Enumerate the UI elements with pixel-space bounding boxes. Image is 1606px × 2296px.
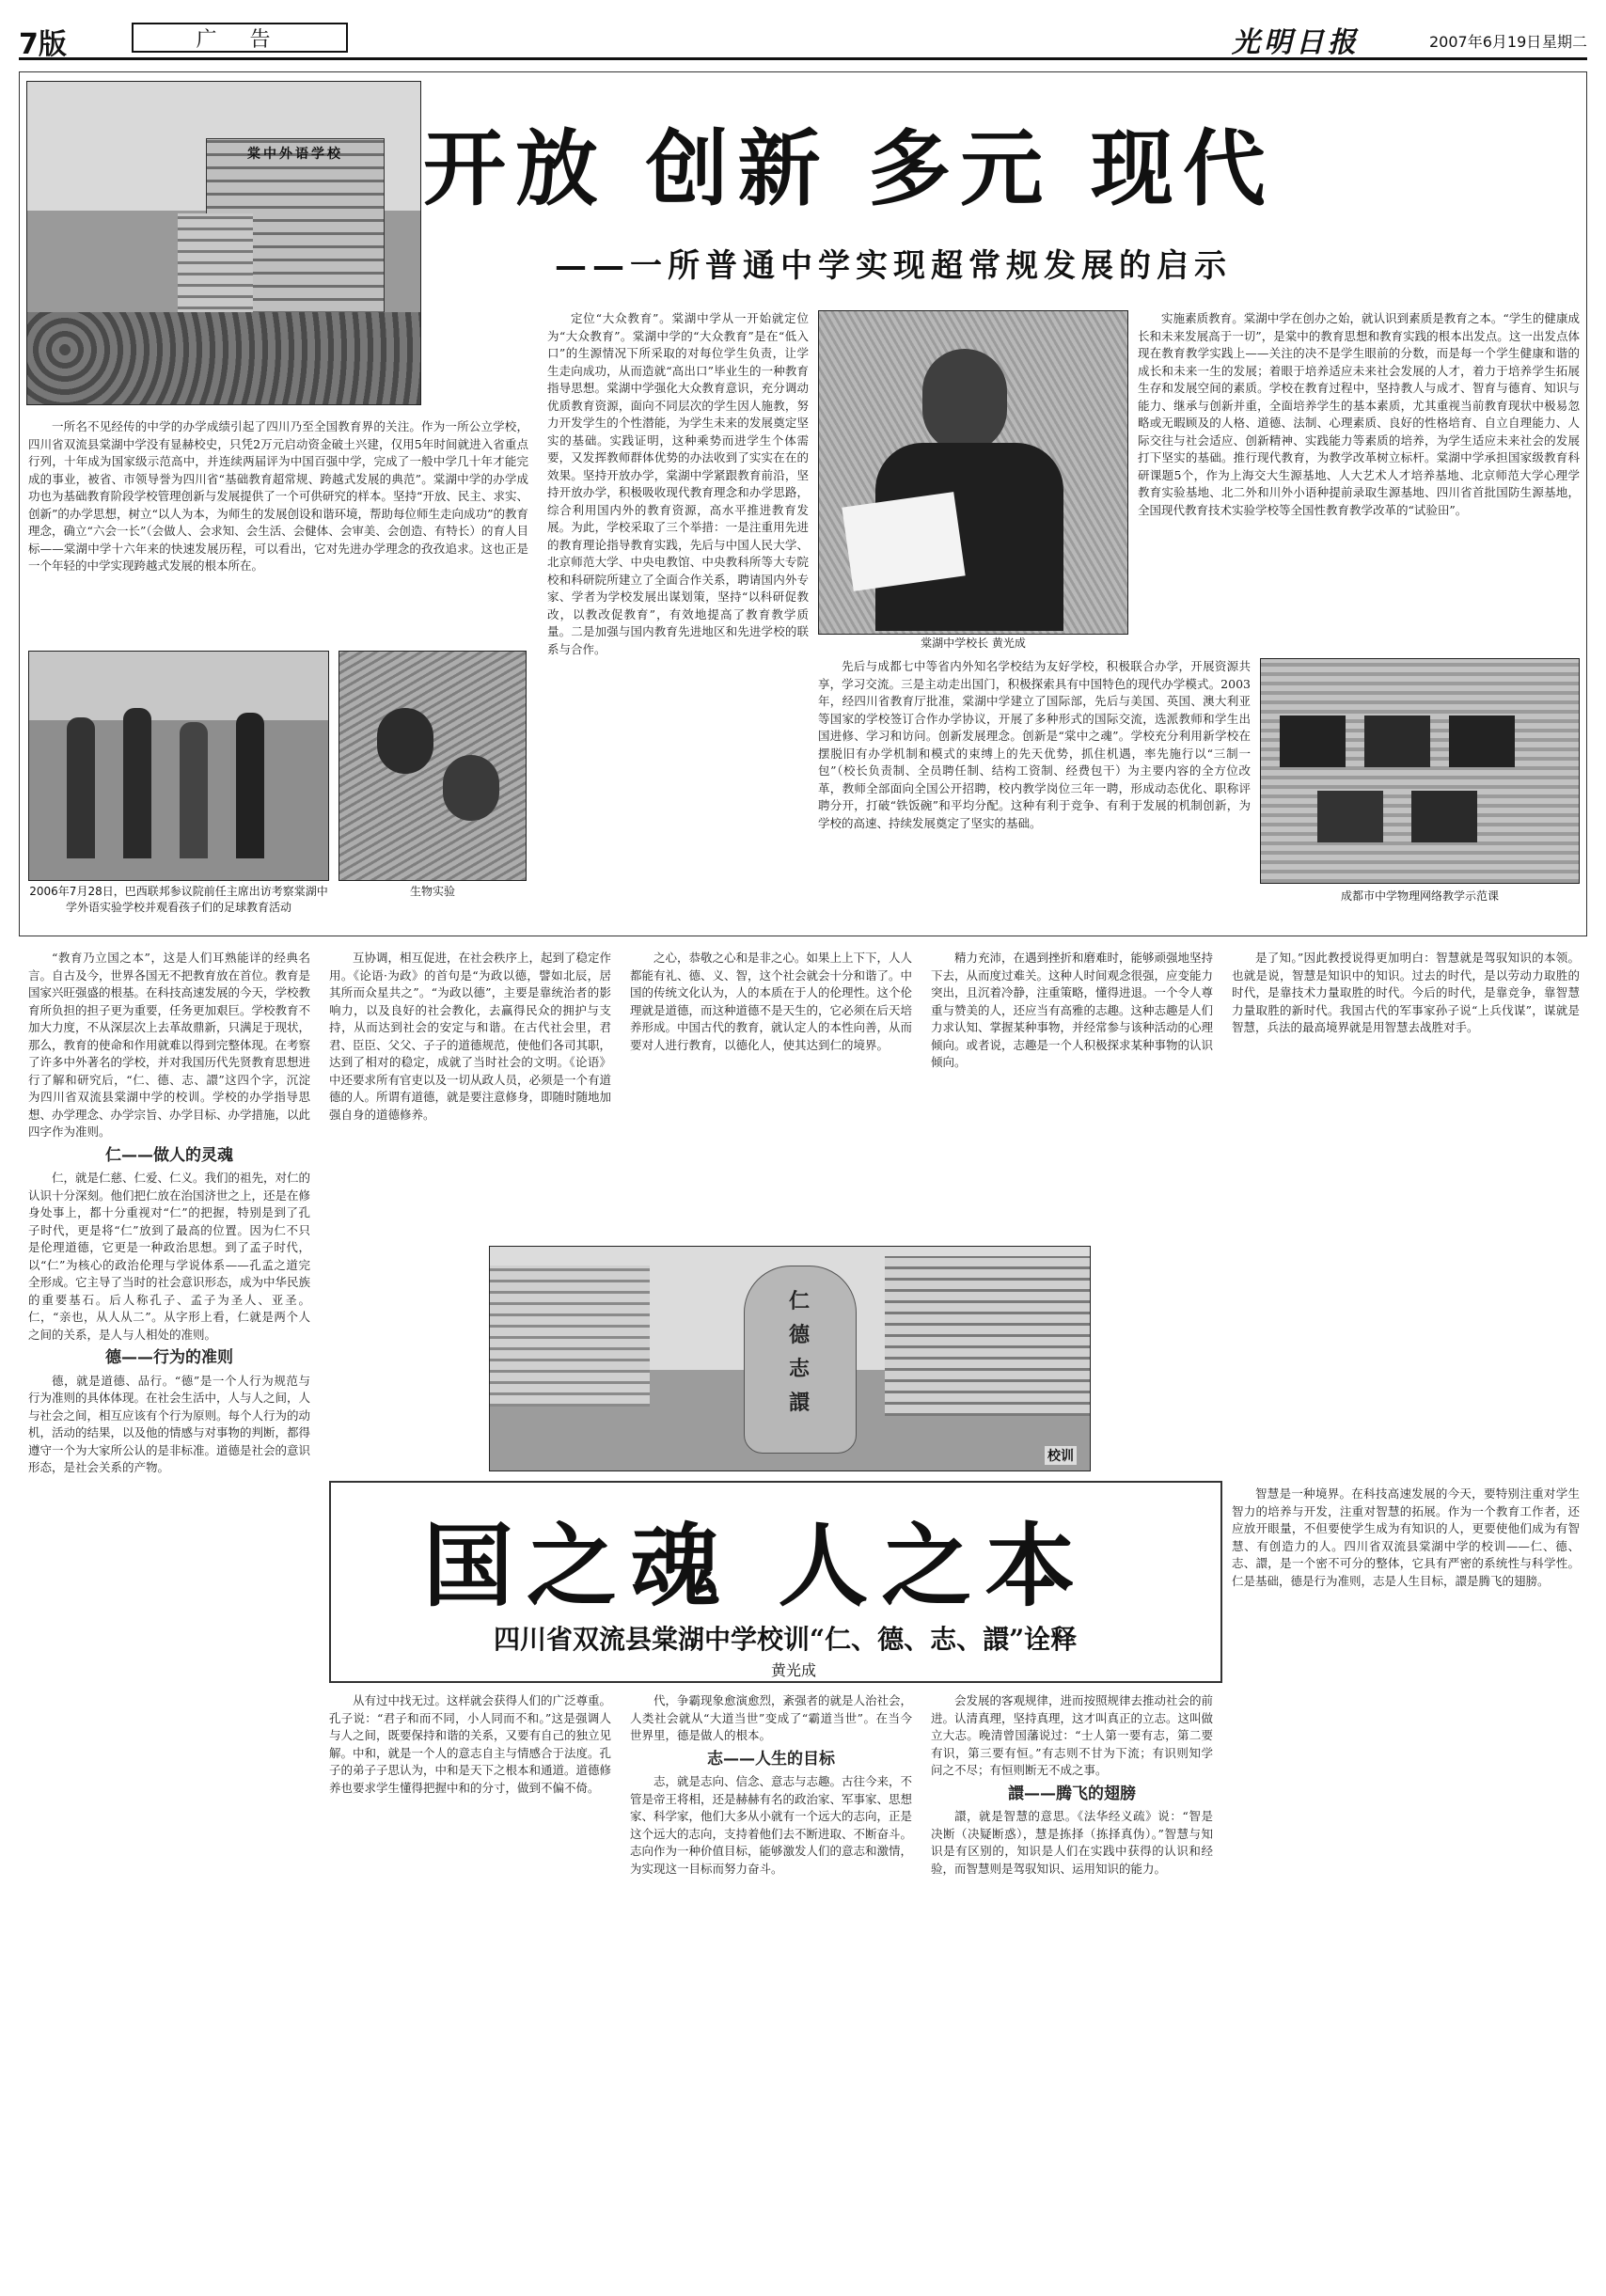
article2-column-g [630, 1692, 912, 2275]
section-label: 广 告 [132, 23, 348, 53]
section-heading-xuan: 譞——腾飞的翅膀 [1008, 1784, 1136, 1803]
issue-date: 2007年6月19日 [1429, 33, 1542, 51]
article1-column-3 [818, 658, 1251, 921]
article2-column-f [329, 1692, 611, 2275]
computer-classroom-photo-caption: 成都市中学物理网络教学示范课 [1340, 889, 1499, 903]
computer-classroom-photo [1260, 658, 1580, 884]
visitors-photo-caption: 2006年7月28日，巴西联邦参议院前任主席出访考察棠湖中学外语实验学校并观看孩子们的足球教育活动 [29, 885, 328, 914]
article2-colD-text: 精力充沛，在遇到挫折和磨难时，能够顽强地坚持下去，从而度过难关。这种人时间观念很强，应变能力突出，且沉着冷静，注重策略，懂得进退。一个令人尊重与赞美的人，还应当有高雅的志趣。这种志趣是人们力求认知、掌握某种事物，并经常参与该种活动的心理倾向。或者说，志趣是一个人积极探求某种事物的认识倾向。 [931, 951, 1213, 1069]
newspaper-name: 光明日报 [1232, 26, 1360, 59]
article1-intro-text: 一所名不见经传的中学的办学成绩引起了四川乃至全国教育界的关注。作为一所公立学校，四川省双流县棠湖中学没有显赫校史，只凭2万元启动资金破土兴建，仅用5年时间就进入省重点行列，十年成为国家级示范高中，并连续两届评为中国百强中学，完成了一般中学几十年才能完成的事业，被省、市领导誉为四川省“基础教育超常规、跨越式发展的典范”。棠湖中学的办学成功也为基础教育阶段学校管理创新与发展提供了一个可供研究的样本。坚持“开放、民主、求实、创新”的办学思想，树立“以人为本，为师生的发展创设和谐环境，帮助每位师生走向成功”的教育理念，确立“六会一长”（会做人、会求知、会生活、会健体、会审美、会创造、有特长）的育人目标——棠湖中学十六年来的快速发展历程，可以看出，它对先进办学理念的孜孜追求。这也正是一个年轻的中学实现跨越式发展的根本所在。 [28, 419, 528, 573]
article1-col4-text: 实施素质教育。棠湖中学在创办之始，就认识到素质是教育之本。“学生的健康成长和未来发展高于一切”，是棠中的教育思想和教育实践的根本出发点。这一出发点体现在教育教学实践上——关注的决不是学生眼前的分数，而是每一个学生健康和谐的成长和未来一生的发展；着眼于培养适应未来社会发展的人才，着力于培养学生拓展生存和发展空间的素质。学校在教育过程中，坚持教人与成才、智育与德育、知识与能力、继承与创新并重，全面培养学生的基本素质，尤其重视当前教育现状中极易忽略或无暇顾及的人格、道德、法制、心理素质、良好的性格培育、自立自理能力、人际交往与社会适应、创新精神、实践能力等素质的培养，为学生适应未来社会的发展打下坚实的基础。推行现代教育，为教学改革树立标杆。棠湖中学承担国家级教育科研课题5个，作为上海交大生源基地、人大艺术人才培养基地、北京师范大学心理学教育实验基地、北二外和川外小语种提前录取生源基地、四川省首批国防生源基地，全国现代教育技术实验学校等全国性教育教学改革的“试验田”。 [1138, 311, 1580, 517]
article2-colH2-text: 譞，就是智慧的意思。《法华经义疏》说：“智是决断（决疑断惑），慧是拣择（拣择真伪）。”智慧与知识是有区别的，知识是人们在实践中获得的认识和经验，而智慧则是驾驭知识、运用知识的能力。 [931, 1809, 1213, 1876]
article2-colA3-text: 德，就是道德、品行。“德”是一个人行为规范与行为准则的具体体现。在社会生活中，人与人之间，人与社会之间，相互应该有个行为原则。每个人行为的动机，活动的结果，以及他的情感与对事物的判断，都得遵守一个为大家所公认的是非标准。道德是社会的意识形态，是社会关系的产物。 [28, 1373, 310, 1474]
principal-photo-caption: 棠湖中学校长 黄光成 [921, 637, 1026, 650]
school-motto-stone-photo [489, 1246, 1091, 1471]
article2-byline: 黄光成 [771, 1661, 817, 1679]
section-heading-ren: 仁——做人的灵魂 [105, 1145, 233, 1165]
article2-column-b [329, 950, 611, 1232]
section-heading-de: 德——行为的准则 [105, 1348, 233, 1367]
edition-number: 7版 [19, 28, 67, 61]
article2-subheadline: 四川省双流县棠湖中学校训“仁、德、志、譞”诠释 [494, 1624, 1078, 1655]
article2-colE-text: 是了知。”因此教授说得更加明白：智慧就是驾驭知识的本领。也就是说，智慧是知识中的知识。过去的时代，是以劳动力取胜的时代，是靠技术力量取胜的时代。今后的时代，是靠竞争，靠智慧力量取胜的新时代。我国古代的军事家孙子说“上兵伐谋”，谋就是智慧，兵法的最高境界就是用智慧去战胜对手。 [1232, 951, 1580, 1034]
article2-colC-text: 之心，恭敬之心和是非之心。如果上上下下，人人都能有礼、德、义、智，这个社会就会十分和谐了。中国的传统文化认为，人的本质在于人的伦理性。这个伦理就是道德，而这种道德不是天生的，它必须在后天培养形成。中国古代的教育，就认定人的本性向善，从而要对人进行教育，以德化人，使其达到仁的境界。 [630, 951, 912, 1052]
article1-column-4 [1138, 310, 1580, 649]
section-heading-zhi: 志——人生的目标 [707, 1749, 835, 1769]
building-sign: 棠中外语学校 [247, 147, 343, 162]
article2-column-e [1232, 950, 1580, 1476]
principal-photo [818, 310, 1128, 635]
biology-lab-photo-caption: 生物实验 [409, 885, 455, 898]
article2-column-h [931, 1692, 1213, 2275]
article2-colG-text: 代，争霸现象愈演愈烈，紊强者的就是人治社会，人类社会就从“大道当世”变成了“霸道当世”。在当今世界里，德是做人的根本。 [630, 1693, 912, 1742]
article1-subheadline: ——一所普通中学实现超常规发展的启示 [555, 247, 1232, 285]
article2-colA2-text: 仁，就是仁慈、仁爱、仁义。我们的祖先，对仁的认识十分深刻。他们把仁放在治国济世之上，还是在修身处事上，都十分重视对“仁”的把握，特别是到了孔子时代，更是将“仁”放到了最高的位置。因为仁不只是伦理道德，它更是一种政治思想。到了孟子时代，以“仁”为核心的政治伦理与学说体系——孔孟之道完全形成。它主导了当时的社会意识形态，成为中华民族的重要基石。后人称孔子、孟子为圣人、亚圣。仁，“亲也，从人从二”。从字形上看，仁就是两个人之间的关系，是人与人相处的准则。 [28, 1171, 310, 1342]
article1-column-2 [547, 310, 809, 921]
article2-colF-text: 从有过中找无过。这样就会获得人们的广泛尊重。孔子说：“君子和而不同，小人同而不和。”这是强调人与人之间，既要保持和谐的关系，又要有自己的独立见解。中和，就是一个人的意志自主与情感合于法度。孔子的弟子子思认为，中和是天下之根本和通道。道德修养也要求学生懂得把握中和的分寸，做到不偏不倚。 [329, 1693, 611, 1795]
article1-col2-text: 定位“大众教育”。棠湖中学从一开始就定位为“大众教育”。棠湖中学的“大众教育”是在“低入口”的生源情况下所采取的对每位学生负责，让学生走向成功，从而造就“高出口”毕业生的一种教育指导思想。棠湖中学强化大众教育意识，充分调动优质教育资源，面向不同层次的学生因人施教，努力开发学生的个性潜能，为学生未来的发展奠定坚实的基础。实践证明，这种乘势而进学生个体需要，又发挥教师群体优势的办法收到了实实在在的效果。坚持开放办学，棠湖中学紧跟教育前沿，坚持开放办学，积极吸收现代教育理念和办学思路，综合利用国内外的教育资源，高水平推进教育发展。为此，学校采取了三个举措：一是注重用先进的教育理论指导教育实践，先后与中国人民大学、北京师范大学、中央电教馆、中央教科所等大专院校和科研院所建立了全面合作关系，聘请国内外专家、学者为学校发展出谋划策，坚持“以科研促教改，以教改促教育”，有效地提高了教育教学质量。二是加强与国内教育先进地区和先进学校的联系与合作。 [547, 311, 809, 656]
article2-column-a [28, 950, 310, 2275]
biology-lab-photo [339, 651, 527, 881]
article2-colB-text: 互协调，相互促进，在社会秩序上，起到了稳定作用。《论语·为政》的首句是“为政以德，譬如北辰，居其所而众星共之”。“为政以德”，主要是靠统治者的影响力，以及良好的社会教化，去赢得民众的拥护与支持，从而达到社会的安定与和谐。在古代社会里，君君、臣臣、父父、子子的道德规范，使他们各司其职，达到了相对的稳定，成就了当时社会的文明。《论语》中还要求所有官吏以及一切从政人员，必须是一个有道德的人。所谓有道德，就是要注意修身，即随时随地加强自身的道德修养。 [329, 951, 611, 1122]
issue-weekday: 星期二 [1542, 33, 1588, 51]
masthead [19, 17, 1587, 60]
article1-intro [28, 418, 528, 625]
motto-photo-label: 校训 [1045, 1446, 1077, 1465]
article1-headline: 开放 创新 多元 现代 [423, 120, 1275, 217]
article2-column-c [630, 950, 912, 1232]
motto-stone-text: 仁德志譞 [789, 1289, 811, 1415]
article1-col3-text: 先后与成都七中等省内外知名学校结为友好学校，积极联合办学，开展资源共享，学习交流。三是主动走出国门，积极探索具有中国特色的现代办学模式。2003年，经四川省教育厅批准，棠湖中学建立了国际部，先后与美国、英国、澳大利亚等国家的学校签订合作办学协议，开展了多种形式的国际交流，选派教师和学生出国进修、学习和访问。创新发展理念。创新是“棠中之魂”。学校充分利用新学校在摆脱旧有办学机制和模式的束缚上的先天优势，抓住机遇，率先施行以“三制一包”（校长负责制、全员聘任制、结构工资制、经费包干）为主要内容的全方位改革，教师全部面向全国公开招聘，校内教学岗位三年一聘，形成动态优化、职称评聘分开，打破“铁饭碗”和平均分配。这种有利于竞争、有利于发展的机制创新，为学校的高速、持续发展奠定了坚实的基础。 [818, 659, 1251, 830]
article2-colH-text: 会发展的客观规律，进而按照规律去推动社会的前进。认清真理，坚持真理，这才叫真正的立志。这叫做立大志。晚清曾国藩说过：“士人第一要有志，第二要有识，第三要有恒。”有志则不甘为下流；有识则知学问之不尽；有恒则断无不成之事。 [931, 1693, 1213, 1777]
article2-colG2-text: 志，就是志向、信念、意志与志趣。古往今来，不管是帝王将相，还是赫赫有名的政治家、军事家、思想家、科学家，他们大多从小就有一个远大的志向，正是这个远大的志向，支持着他们去不断进取、不断奋斗。志向作为一种价值目标，能够激发人们的意志和激情，为实现这一目标而努力奋斗。 [630, 1774, 912, 1876]
school-building-photo [26, 81, 421, 405]
article2-colA-text: “教育乃立国之本”，这是人们耳熟能详的经典名言。自古及今，世界各国无不把教育放在首位。教育是国家兴旺强盛的根基。在科技高速发展的今天，学校教育所负担的担子更为重要，任务更加艰巨。学校教育不加大力度，不从深层次上去革故鼎新，只满足于现状，那么，教育的使命和作用就难以得到完整体现。在考察了许多中外著名的学校，并对我国历代先贤教育思想进行了解和研究后，“仁、德、志、譞”这四个字，沉淀为四川省双流县棠湖中学的校训。学校的办学指导思想、办学理念、办学宗旨、办学目标、办学措施，以此四字作为准则。 [28, 951, 310, 1139]
article2-column-i [1232, 1486, 1580, 2275]
article2-colI-text: 智慧是一种境界。在科技高速发展的今天，要特别注重对学生智力的培养与开发，注重对智慧的拓展。作为一个教育工作者，还应放开眼量，不但要使学生成为有知识的人，更要使他们成为有智慧、有创造力的人。四川省双流县棠湖中学的校训——仁、德、志、譞，是一个密不可分的整体，它具有严密的系统性与科学性。仁是基础，德是行为准则，志是人生目标，譞是腾飞的翅膀。 [1232, 1486, 1580, 1588]
article2-headline: 国之魂 人之本 [423, 1513, 1089, 1619]
visitors-photo [28, 651, 329, 881]
